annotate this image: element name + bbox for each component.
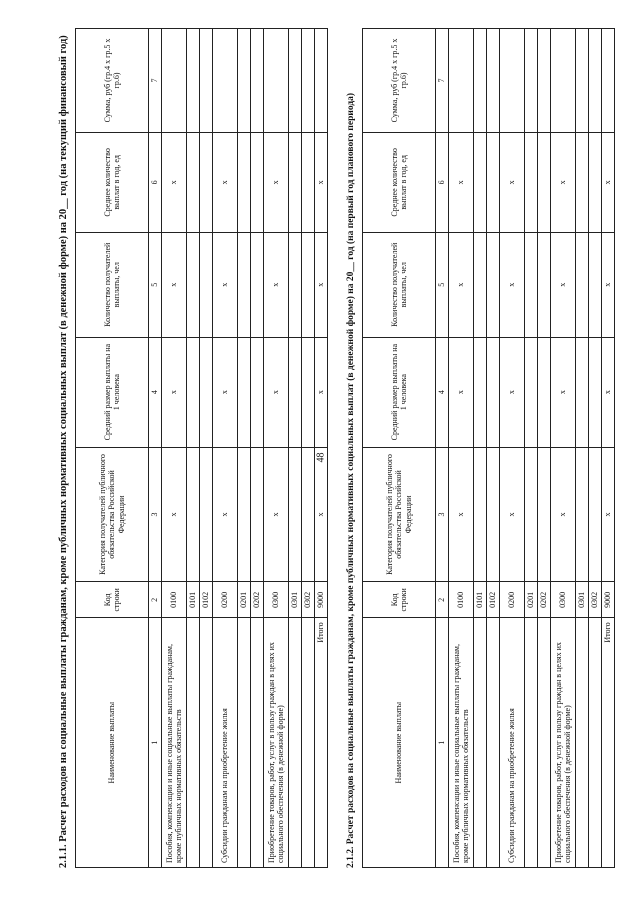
table-row [474, 29, 487, 868]
value-cell [525, 447, 538, 582]
column-header: Сумма, руб (гр.4 х гр.5 х гр.6) [76, 29, 149, 133]
value-cell [302, 132, 315, 232]
value-cell [200, 232, 213, 337]
value-cell [474, 447, 487, 582]
value-cell [302, 337, 315, 447]
value-cell [525, 337, 538, 447]
value-cell [487, 447, 500, 582]
row-code-cell: 0202 [538, 582, 551, 618]
payment-name-cell: Приобретение товаров, работ, услуг в пользу граждан в целях их социального обеспечения (в денежной форме) [551, 618, 576, 868]
value-cell: х [602, 337, 615, 447]
value-cell [289, 29, 302, 133]
value-cell [576, 337, 589, 447]
value-cell: х [602, 447, 615, 582]
table-row [264, 29, 289, 868]
value-cell: х [315, 337, 328, 447]
value-cell [289, 447, 302, 582]
column-index-row [436, 29, 449, 868]
column-index: 7 [149, 29, 162, 133]
row-code-cell: 0102 [200, 582, 213, 618]
row-code-cell: 0100 [449, 582, 474, 618]
table-row [251, 29, 264, 868]
value-cell [538, 29, 551, 133]
value-cell: х [551, 447, 576, 582]
value-cell [238, 232, 251, 337]
value-cell [538, 132, 551, 232]
value-cell [187, 29, 200, 133]
value-cell [289, 337, 302, 447]
value-cell [187, 337, 200, 447]
payment-name-cell: Пособия, компенсации и иные социальные выплаты гражданам, кроме публичных нормативных обязательств [449, 618, 474, 868]
value-cell [289, 132, 302, 232]
column-header: Категория получателей публичного обязательства Российской Федерации [363, 447, 436, 582]
table-header-row [76, 29, 149, 868]
column-index: 3 [149, 447, 162, 582]
value-cell [302, 447, 315, 582]
value-cell [251, 132, 264, 232]
value-cell [576, 132, 589, 232]
value-cell [487, 232, 500, 337]
value-cell: х [162, 337, 187, 447]
table-row [589, 29, 602, 868]
table-row [538, 29, 551, 868]
value-cell [576, 232, 589, 337]
column-index: 5 [149, 232, 162, 337]
column-header: Количество получателей выплаты, чел [76, 232, 149, 337]
payment-name-cell [576, 618, 589, 868]
column-header: Сумма, руб (гр.4 х гр.5 х гр.6) [363, 29, 436, 133]
table-row [187, 29, 200, 868]
total-label: Итого [315, 618, 328, 868]
payment-name-cell [302, 618, 315, 868]
table-row [200, 29, 213, 868]
value-cell [162, 29, 187, 133]
column-header: Средний размер выплаты на 1 человека [363, 337, 436, 447]
value-cell: х [213, 132, 238, 232]
value-cell [289, 232, 302, 337]
column-index: 6 [436, 132, 449, 232]
value-cell [576, 447, 589, 582]
value-cell: х [449, 447, 474, 582]
table-row [487, 29, 500, 868]
row-code-cell: 0101 [474, 582, 487, 618]
total-row [315, 29, 328, 868]
column-index: 4 [149, 337, 162, 447]
value-cell: х [500, 132, 525, 232]
value-cell [576, 29, 589, 133]
value-cell [251, 29, 264, 133]
payment-name-cell: Субсидии гражданам на приобретение жилья [213, 618, 238, 868]
payment-name-cell [474, 618, 487, 868]
value-cell [538, 447, 551, 582]
value-cell: х [213, 232, 238, 337]
table-row [576, 29, 589, 868]
row-code-cell: 0301 [576, 582, 589, 618]
value-cell: х [315, 232, 328, 337]
column-index: 1 [149, 618, 162, 868]
value-cell [589, 132, 602, 232]
value-cell [200, 132, 213, 232]
value-cell: х [213, 337, 238, 447]
column-index: 4 [436, 337, 449, 447]
value-cell: х [500, 447, 525, 582]
payment-name-cell: Субсидии гражданам на приобретение жилья [500, 618, 525, 868]
column-index: 5 [436, 232, 449, 337]
row-code-cell: 0201 [238, 582, 251, 618]
value-cell: х [500, 232, 525, 337]
payment-name-cell [200, 618, 213, 868]
total-row [602, 29, 615, 868]
value-cell [474, 132, 487, 232]
value-cell: х [162, 232, 187, 337]
value-cell [500, 29, 525, 133]
column-header: Наименование выплаты [76, 618, 149, 868]
column-header: Среднее количество выплат в год, ед [363, 132, 436, 232]
value-cell [525, 29, 538, 133]
value-cell [525, 232, 538, 337]
table-2-1-1 [75, 28, 328, 868]
value-cell [187, 447, 200, 582]
table-row [213, 29, 238, 868]
column-index: 2 [436, 582, 449, 618]
column-header: Код строки [76, 582, 149, 618]
value-cell [251, 447, 264, 582]
row-code-cell: 0301 [289, 582, 302, 618]
column-index: 6 [149, 132, 162, 232]
table-row [500, 29, 525, 868]
value-cell [238, 337, 251, 447]
value-cell: х [602, 232, 615, 337]
column-header: Категория получателей публичного обязательства Российской Федерации [76, 447, 149, 582]
column-index-row [149, 29, 162, 868]
row-code-cell: 0100 [162, 582, 187, 618]
table-row [238, 29, 251, 868]
value-cell: х [264, 337, 289, 447]
row-code-cell: 9000 [315, 582, 328, 618]
column-header: Количество получателей выплаты, чел [363, 232, 436, 337]
payment-name-cell: Пособия, компенсации и иные социальные выплаты гражданам, кроме публичных нормативных обязательств [162, 618, 187, 868]
column-index: 7 [436, 29, 449, 133]
value-cell: х [551, 337, 576, 447]
value-cell [589, 29, 602, 133]
table-row [162, 29, 187, 868]
column-header: Среднее количество выплат в год, ед [76, 132, 149, 232]
payment-name-cell [289, 618, 302, 868]
value-cell [187, 232, 200, 337]
value-cell [449, 29, 474, 133]
row-code-cell: 0202 [251, 582, 264, 618]
value-cell [538, 337, 551, 447]
value-cell [551, 29, 576, 133]
value-cell [200, 447, 213, 582]
row-code-cell: 0201 [525, 582, 538, 618]
payment-name-cell: Приобретение товаров, работ, услуг в пользу граждан в целях их социального обеспечения (в денежной форме) [264, 618, 289, 868]
row-code-cell: 0200 [500, 582, 525, 618]
value-cell [187, 132, 200, 232]
row-code-cell: 0102 [487, 582, 500, 618]
value-cell: х [162, 132, 187, 232]
payment-name-cell [525, 618, 538, 868]
payment-name-cell [251, 618, 264, 868]
value-cell [602, 29, 615, 133]
value-cell [487, 132, 500, 232]
payment-name-cell [238, 618, 251, 868]
value-cell [474, 29, 487, 133]
value-cell: х [264, 232, 289, 337]
page-number: 48 [315, 452, 327, 463]
row-code-cell: 0300 [551, 582, 576, 618]
value-cell [251, 232, 264, 337]
value-cell [213, 29, 238, 133]
row-code-cell: 0300 [264, 582, 289, 618]
value-cell: х [449, 337, 474, 447]
value-cell [264, 29, 289, 133]
value-cell: х [500, 337, 525, 447]
table-row [302, 29, 315, 868]
value-cell [238, 132, 251, 232]
column-header: Средний размер выплаты на 1 человека [76, 337, 149, 447]
row-code-cell: 0200 [213, 582, 238, 618]
value-cell [487, 29, 500, 133]
document-sheet [50, 10, 640, 880]
value-cell [589, 232, 602, 337]
value-cell: х [264, 132, 289, 232]
table-header-row [363, 29, 436, 868]
value-cell [474, 232, 487, 337]
value-cell [302, 29, 315, 133]
payment-name-cell [538, 618, 551, 868]
value-cell: х [449, 132, 474, 232]
value-cell [538, 232, 551, 337]
column-header: Код строки [363, 582, 436, 618]
value-cell: х [315, 132, 328, 232]
table-row [449, 29, 474, 868]
value-cell: х [264, 447, 289, 582]
column-header: Наименование выплаты [363, 618, 436, 868]
table-row [551, 29, 576, 868]
value-cell [200, 29, 213, 133]
value-cell [238, 29, 251, 133]
section-title-2-1-2: 2.1.2. Расчет расходов на социальные выплаты гражданам, кроме публичных нормативных социальных выплат (в денежной форме) на 20__ год (на первый год планового периода) [346, 92, 356, 868]
table-2-1-2 [362, 28, 615, 868]
value-cell [238, 447, 251, 582]
column-index: 3 [436, 447, 449, 582]
value-cell [487, 337, 500, 447]
payment-name-cell [187, 618, 200, 868]
value-cell: х [213, 447, 238, 582]
row-code-cell: 0302 [302, 582, 315, 618]
value-cell [302, 232, 315, 337]
payment-name-cell [589, 618, 602, 868]
column-index: 2 [149, 582, 162, 618]
table-row [525, 29, 538, 868]
total-label: Итого [602, 618, 615, 868]
payment-name-cell [487, 618, 500, 868]
value-cell [251, 337, 264, 447]
row-code-cell: 0101 [187, 582, 200, 618]
value-cell: х [551, 132, 576, 232]
section-title-2-1-1: 2.1.1. Расчет расходов на социальные выплаты гражданам, кроме публичных нормативных социальных выплат (в денежной форме) на 20__ год (на текущий финансовый год) [58, 35, 69, 868]
row-code-cell: 0302 [589, 582, 602, 618]
value-cell [200, 337, 213, 447]
value-cell: х [449, 232, 474, 337]
value-cell: х [315, 447, 328, 582]
value-cell [589, 447, 602, 582]
value-cell: х [551, 232, 576, 337]
column-index: 1 [436, 618, 449, 868]
row-code-cell: 9000 [602, 582, 615, 618]
value-cell [525, 132, 538, 232]
value-cell: х [162, 447, 187, 582]
value-cell [474, 337, 487, 447]
value-cell [315, 29, 328, 133]
value-cell: х [602, 132, 615, 232]
value-cell [589, 337, 602, 447]
table-row [289, 29, 302, 868]
